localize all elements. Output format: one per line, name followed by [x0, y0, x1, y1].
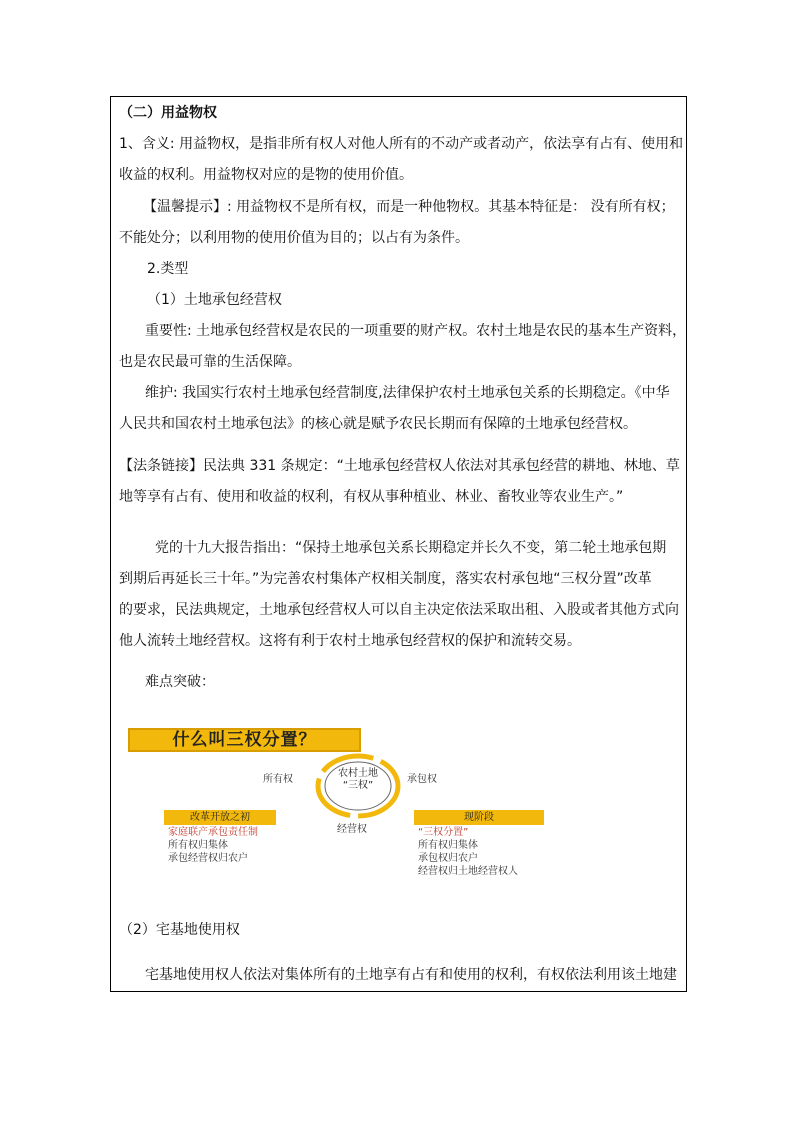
section-heading: （二）用益物权: [119, 105, 217, 121]
importance-line-2: 也是农民最可靠的生活保障。: [119, 354, 301, 370]
right-phase-item-4: 经营权归土地经营权人: [418, 866, 518, 877]
left-phase-item-1: 家庭联产承包责任制: [168, 827, 258, 838]
left-phase-item-3: 承包经营权归农户: [168, 853, 248, 864]
report-line-1: 党的十九大报告指出：“保持土地承包关系长期稳定并长久不变，第二轮土地承包期: [155, 540, 667, 556]
type2-heading: （2）宅基地使用权: [119, 922, 240, 938]
homestead-line-1: 宅基地使用权人依法对集体所有的土地享有占有和使用的权利，有权依法利用该土地建: [145, 967, 677, 983]
protection-line-1: 维护: 我国实行农村土地承包经营制度,法律保护农村土地承包关系的长期稳定。《中华: [145, 385, 670, 401]
right-phase-item-2: 所有权归集体: [418, 840, 478, 851]
law-line-2: 地等享有占有、使用和收益的权利，有权从事种植业、林业、畜牧业等农业生产。”: [119, 489, 624, 505]
difficulty-heading: 难点突破：: [145, 674, 215, 690]
tip-line-2: 不能处分；以利用物的使用价值为目的；以占有为条件。: [119, 230, 469, 246]
definition-line-2: 收益的权利。用益物权对应的是物的使用价值。: [119, 167, 413, 183]
right-phase-box: 现阶段: [414, 810, 544, 825]
importance-line-1: 重要性: 土地承包经营权是农民的一项重要的财产权。农村土地是农民的基本生产资料，: [145, 323, 687, 339]
law-line-1: 【法条链接】民法典 331 条规定：“土地承包经营权人依法对其承包经营的耕地、林地、草: [119, 458, 680, 474]
report-line-3: 的要求，民法典规定，土地承包经营权人可以自主决定依法采取出租、入股或者其他方式向: [119, 602, 679, 618]
right-phase-item-3: 承包权归农户: [418, 853, 478, 864]
left-phase-item-2: 所有权归集体: [168, 840, 228, 851]
right-phase-item-1: “三权分置”: [418, 827, 469, 838]
type1-heading: （1）土地承包经营权: [147, 292, 282, 308]
label-contract: 承包权: [407, 774, 437, 785]
protection-line-2: 人民共和国农村土地承包法》的核心就是赋予农民长期而有保障的土地承包经营权。: [119, 416, 637, 432]
diagram-title-banner: [128, 728, 361, 752]
left-phase-box: 改革开放之初: [164, 810, 276, 825]
label-operation: 经营权: [337, 824, 367, 835]
report-line-4: 他人流转土地经营权。这将有利于农村土地承包经营权的保护和流转交易。: [119, 633, 581, 649]
diagram-title: 什么叫三权分置？: [172, 730, 317, 750]
tip-line-1: 【温馨提示】: 用益物权不是所有权，而是一种他物权。其基本特征是： 没有所有权；: [143, 199, 675, 215]
types-heading: 2.类型: [147, 261, 189, 277]
ring-center-line-1: 农村土地: [338, 768, 378, 779]
definition-line-1: 1、含义: 用益物权，是指非所有权人对他人所有的不动产或者动产，依法享有占有、使用和: [119, 136, 684, 152]
ring-center-label: [321, 768, 395, 792]
label-ownership: 所有权: [263, 774, 293, 785]
report-line-2: 到期后再延长三十年。”为完善农村集体产权相关制度，落实农村承包地“三权分置”改革: [119, 571, 652, 587]
content-frame: [110, 96, 687, 992]
ring-center-line-2: “三权”: [342, 780, 374, 791]
